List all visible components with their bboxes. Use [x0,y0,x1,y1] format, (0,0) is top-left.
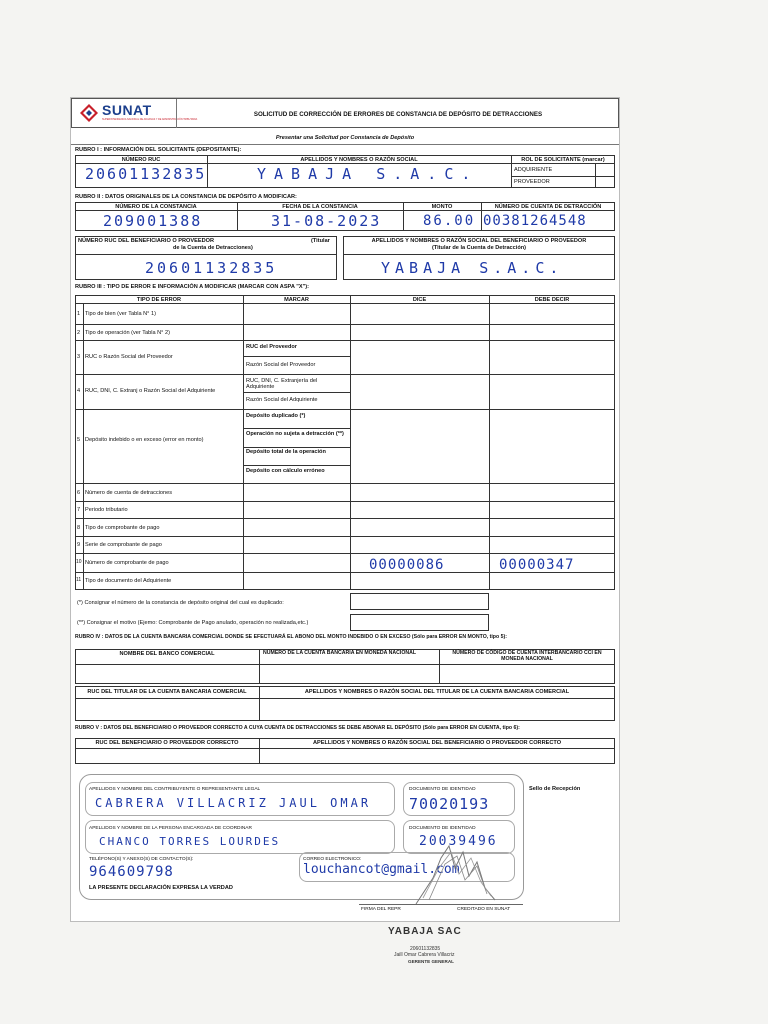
sub-ruc-adquiriente: RUC, DNI, C. Extranjería del Adquiriente [246,378,318,391]
col-cuenta-bancaria: NÚMERO DE LA CUENTA BANCARIA EN MONEDA NACIONAL [263,650,417,656]
sub-operacion-no-sujeta: Operación no sujeta a detracción (**) [246,431,344,437]
row-7-number: 7 [77,507,81,513]
stamp-person: Jaill Omar Cabrera Villacriz [394,952,455,958]
header-box [71,98,619,128]
stamp-company: YABAJA SAC [388,926,462,937]
form-title: SOLICITUD DE CORRECCIÓN DE ERRORES DE CONSTANCIA DE DEPÓSITO DE DETRACCIONES [253,111,543,118]
sub-razon-proveedor: Razón Social del Proveedor [246,362,316,368]
row-7-label: Periodo tributario [85,507,128,513]
sub-ruc-proveedor: RUC del Proveedor [246,344,297,350]
row-5-label: Depósito indebido o en exceso (error en monto) [85,437,204,443]
sunat-logo-icon [80,104,100,122]
col-marcar: MARCAR [284,297,309,303]
row-9-label: Serie de comprobante de pago [85,542,162,548]
row-2-label: Tipo de operación (ver Tabla N° 2) [85,330,170,336]
col-name-correcto: APELLIDOS Y NOMBRES O RAZÓN SOCIAL DEL BENEFICIARIO O PROVEEDOR CORRECTO [312,740,562,746]
col-rol-solicitante: ROL DE SOLICITANTE (marcar) [521,157,605,163]
row-10-number: 10 [76,559,82,565]
col-banco: NOMBRE DEL BANCO COMERCIAL [119,651,215,657]
label-contribuyente: APELLIDOS Y NOMBRE DEL CONTRIBUYENTE O REPRESENTANTE LEGAL [89,787,261,792]
label-documento-2: DOCUMENTO DE IDENTIDAD [409,826,476,831]
solicitante-ruc-value[interactable]: 20601132835 [85,165,207,183]
contribuyente-value[interactable]: CABRERA VILLACRIZ JAUL OMAR [95,796,372,810]
col-ruc-correcto: RUC DEL BENEFICIARIO O PROVEEDOR CORRECTO [95,740,239,746]
row-3-label: RUC o Razón Social del Proveedor [85,354,173,360]
row-10-label: Número de comprobante de pago [85,560,169,566]
logo-subtext: SUPERINTENDENCIA NACIONAL DE ADUANAS Y DE ADMINISTRACIÓN TRIBUTARIA [102,118,198,121]
acreditado-label: CREDITADO EN SUNAT [457,907,511,912]
col-cci: NÚMERO DE CÓDIGO DE CUENTA INTERBANCARIO CCI EN MONEDA NACIONAL [452,650,602,662]
col-apellidos-razon: APELLIDOS Y NOMBRES O RAZÓN SOCIAL [300,157,418,163]
note-motivo: (**) Consignar el motivo (Ejemo: Comprobante de Pago anulado, operación no realizada,etc.) [77,620,309,626]
telefono-value[interactable]: 964609798 [89,864,174,880]
sello-recepcion-label: Sello de Recepción [529,786,581,792]
rol-proveedor[interactable]: PROVEEDOR [514,179,550,185]
name-beneficiario-value[interactable]: YABAJA S.A.C. [381,259,564,277]
row-9-number: 9 [77,542,81,548]
note-duplicado-field[interactable] [350,593,489,610]
col-fecha-constancia: FECHA DE LA CONSTANCIA [282,204,358,210]
col-numero-cuenta: NÚMERO DE CUENTA DE DETRACCIÓN [494,204,602,210]
rubro3-heading: RUBRO III : TIPO DE ERROR E INFORMACIÓN A MODIFICAR (MARCAR CON ASPA "X"): [75,284,310,290]
col-ruc-titular-bancaria: RUC DEL TITULAR DE LA CUENTA BANCARIA COMERCIAL [87,689,247,695]
rol-adquiriente[interactable]: ADQUIRIENTE [514,167,553,173]
row-11-number: 11 [76,577,82,583]
constancia-number-value[interactable]: 209001388 [103,212,203,230]
row-4-number: 4 [77,388,81,394]
form-subtitle: Presentar una Solicitud por Constancia de Depósito [275,135,415,141]
rubro2-heading: RUBRO II : DATOS ORIGINALES DE LA CONSTANCIA DE DEPÓSITO A MODIFICAR: [75,194,297,200]
sub-deposito-calculo: Depósito con cálculo erróneo [246,468,325,474]
ruc-beneficiario-value[interactable]: 20601132835 [145,259,278,277]
rubro4-heading: RUBRO IV : DATOS DE LA CUENTA BANCARIA COMERCIAL DONDE SE EFECTUARÁ EL ABONO DEL MONTO INDEBIDO O EN EXCESO (Sólo para ERROR EN MONTO, tipo 5): [75,634,507,640]
row-6-number: 6 [77,490,81,496]
label-telefono: TELÉFONO(S) Y ANEXO(S) DE CONTACTO(S): [89,857,194,862]
rubro1-heading: RUBRO I : INFORMACIÓN DEL SOLICITANTE (DEPOSITANTE): [75,147,242,153]
debe-comprobante-value[interactable]: 00000347 [499,557,575,573]
note-duplicado: (*) Consignar el número de la constancia de depósito original del cual es duplicado: [77,600,284,606]
documento-2-value[interactable]: 20039496 [419,834,498,849]
col-numero-constancia: NÚMERO DE LA CONSTANCIA [115,204,197,210]
row-11-label: Tipo de documento del Adquiriente [85,578,172,584]
ruc-beneficiario-label: NÚMERO RUC DEL BENEFICIARIO O PROVEEDOR [78,238,215,244]
label-encargada: APELLIDOS Y NOMBRE DE LA PERSONA ENCARGADA DE COORDINAR [89,826,252,831]
row-4-label: RUC, DNI, C. Extranj o Razón Social del Adquiriente [85,388,216,394]
company-stamp [378,918,488,968]
row-1-number: 1 [77,311,81,317]
row-6-label: Número de cuenta de detracciones [85,490,173,496]
logo-text: SUNAT [102,102,152,118]
row-8-label: Tipo de comprobante de pago [85,525,160,531]
col-dice: DICE [412,297,427,303]
sub-razon-adquiriente: Razón Social del Adquiriente [246,397,318,403]
row-5-number: 5 [77,437,81,443]
stamp-role: GERENTE GENERAL [408,959,454,964]
col-debe-decir: DEBE DECIR [534,297,570,303]
cuenta-detraccion-value[interactable]: 00381264548 [483,213,587,229]
stamp-ruc: 20601132835 [410,946,441,952]
rubro5-heading: RUBRO V : DATOS DEL BENEFICIARIO O PROVEEDOR CORRECTO A CUYA CUENTA DE DETRACCIONES SE DEBE ABONAR EL DEPÓSITO (Sólo para ERROR EN CUENTA, tipo 6): [75,725,520,731]
col-numero-ruc: NÚMERO RUC [121,157,161,163]
constancia-date-value[interactable]: 31-08-2023 [271,212,382,230]
label-documento-1: DOCUMENTO DE IDENTIDAD [409,787,476,792]
correo-value[interactable]: louchancot@gmail.com [303,862,460,877]
note-motivo-field[interactable] [350,614,489,631]
col-name-titular-bancaria: APELLIDOS Y NOMBRES O RAZÓN SOCIAL DEL TITULAR DE LA CUENTA BANCARIA COMERCIAL [304,689,570,695]
row-2-number: 2 [77,330,81,336]
signature-scribble [411,838,501,908]
encargada-value[interactable]: CHANCO TORRES LOURDES [99,835,281,848]
sub-deposito-total: Depósito total de la operación [246,449,326,455]
dice-comprobante-value[interactable]: 00000086 [369,557,445,573]
sub-deposito-duplicado: Depósito duplicado (*) [246,413,306,419]
declaracion-text: LA PRESENTE DECLARACIÓN EXPRESA LA VERDAD [89,885,233,891]
firma-label: FIRMA DEL REPR [361,907,401,912]
solicitante-name-value[interactable]: YABAJA S.A.C. [257,165,479,183]
row-1-label: Tipo de bien (ver Tabla N° 1) [85,311,156,317]
monto-value[interactable]: 86.00 [423,213,476,229]
row-3-number: 3 [77,354,81,360]
form-page: SUNAT SUPERINTENDENCIA NACIONAL DE ADUANAS Y DE ADMINISTRACIÓN TRIBUTARIA SOLICITUD DE CORRECCIÓN DE ERRORES DE CONSTANCIA DE DEPÓSITO DE DETRACCIONES Presentar una Solicitud por Constancia de Depósito RUBRO I : INFORMACIÓN DEL SOLICITANTE (DEPOSITANTE): NÚMERO RUC APELLIDOS Y NOMBRES O RAZÓN SOCIAL ROL DE SOLICITANTE (marcar) 20601132835 YABAJA S.A.C. ADQUIRIENTE PROVEEDOR RUBRO II : DATOS ORIGINALES DE LA CONSTANCIA DE DEPÓSITO A MODIFICAR: NÚMERO DE LA CONSTANCIA FECHA DE LA CONSTANCIA MONTO NÚMERO DE CUENTA DE DETRACCIÓN 209001388 31-08-2023 86.00 00381264548 NÚMERO RUC DEL BENEFICIARIO O PROVEEDOR (Titular de la Cuenta de Detracciones) 20601132835 APELLIDOS Y NOMBRES O RAZÓN SOCIAL DEL BENEFICIARIO O PROVEEDOR (Titular de la Cuenta de Detracción) YABAJA S.A.C. RUBRO III : TIPO DE ERROR E INFORMACIÓN A MODIFICAR (MARCAR CON ASPA "X"): TIPO DE ERROR MARCAR DICE DEBE DECIR 1 Tipo de bien (ver Tabla N° 1) 2 Tipo de operación (ver Tabla N° 2) 3 RUC o Razón Social del Proveedor 4 RUC, DNI, C. Extranj o Razón Social del Adquiriente 5 Depósito indebido o en exceso (error en monto) 6 Número de cuenta de detracciones 7 Periodo tributario 8 Tipo de comprobante de pago 9 Serie de comprobante de pago 10 Número de comprobante de pago 11 Tipo de documento del Adquiriente RUC del Proveedor Razón Social del Proveedor RUC, DNI, C. Extranjería del Adquiriente Razón Social del Adquiriente Depósito duplicado (*) Operación no sujeta a detracción (**) Depósito total de la operación Depósito con cálculo erróneo 00000086 00000347 (*) Consignar el número de la constancia de depósito original del cual es duplicado: (**) Consignar el motivo (Ejemo: Comprobante de Pago anulado, operación no realizada,etc.) RUBRO IV : DATOS DE LA CUENTA BANCARIA COMERCIAL DONDE SE EFECTUARÁ EL ABONO DEL MONTO INDEBIDO O EN EXCESO (Sólo para ERROR EN MONTO, tipo 5): NOMBRE DEL BANCO COMERCIAL NÚMERO DE LA CUENTA BANCARIA EN MONEDA NACIONAL NÚMERO DE CÓDIGO DE CUENTA INTERBANCARIO CCI EN MONEDA NACIONAL RUC DEL TITULAR DE LA CUENTA BANCARIA COMERCIAL APELLIDOS Y NOMBRES O RAZÓN SOCIAL DEL TITULAR DE LA CUENTA BANCARIA COMERCIAL RUBRO V : DATOS DEL BENEFICIARIO O PROVEEDOR CORRECTO A CUYA CUENTA DE DETRACCIONES SE DEBE ABONAR EL DEPÓSITO (Sólo para ERROR EN CUENTA, tipo 6): RUC DEL BENEFICIARIO O PROVEEDOR CORRECTO APELLIDOS Y NOMBRES O RAZÓN SOCIAL DEL BENEFICIARIO O PROVEEDOR CORRECTO APELLIDOS Y NOMBRE DEL CONTRIBUYENTE O REPRESENTANTE LEGAL CABRERA VILLACRIZ JAUL OMAR DOCUMENTO DE IDENTIDAD 70020193 Sello de Recepción APELLIDOS Y NOMBRE DE LA PERSONA ENCARGADA DE COORDINAR CHANCO TORRES LOURDES DOCUMENTO DE IDENTIDAD 20039496 TELÉFONO(S) Y ANEXO(S) DE CONTACTO(S): 964609798 CORREO ELECTRONICO: louchancot@gmail.com LA PRESENTE DECLARACIÓN EXPRESA LA VERDAD FIRMA DEL REPR CREDITADO EN SUNAT [70,97,620,922]
col-monto: MONTO [431,204,453,210]
row-8-number: 8 [77,525,81,531]
documento-1-value[interactable]: 70020193 [409,795,490,813]
label-correo: CORREO ELECTRONICO: [303,857,362,862]
col-tipo-error: TIPO DE ERROR [136,297,182,303]
name-beneficiario-label: APELLIDOS Y NOMBRES O RAZÓN SOCIAL DEL BENEFICIARIO O PROVEEDOR [371,238,587,244]
